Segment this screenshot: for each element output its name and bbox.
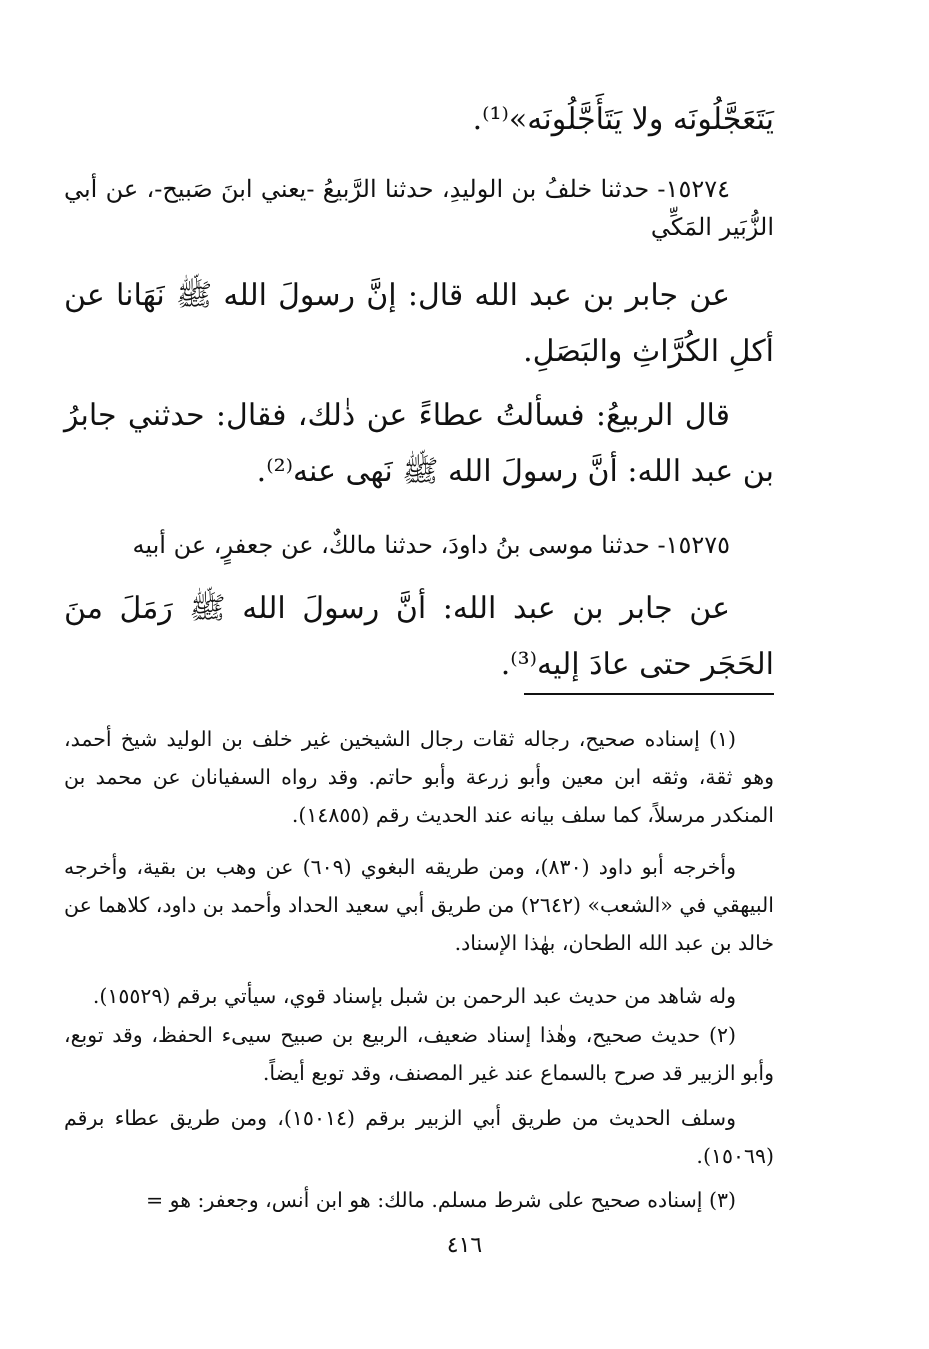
footnote-3: (٣) إسناده صحيح على شرط مسلم. مالك: هو ابن أنس، وجعفر: هو = xyxy=(145,1188,736,1212)
footnote-divider xyxy=(524,693,774,695)
footnote-1-paragraph-2: وأخرجه أبو داود (٨٣٠)، ومن طريقه البغوي (٦٠٩) عن وهب بن بقية، وأخرجه البيهقي في «الشعب» (٢٦٤٢) من طريق أبي سعيد الحداد وأحمد بن داود، كلاهما عن خالد بن عبد الله الطحان، بهٰذا الإسناد. xyxy=(64,855,774,955)
footnote-1-paragraph-1: (١) إسناده صحيح، رجاله ثقات رجال الشيخين غير خلف بن الوليد شيخ أحمد، وهو ثقة، وثقه ابن معين وأبو زرعة وأبو حاتم. وقد رواه السفيانان عن محمد بن المنكدر مرسلاً، كما سلف بيانه عند الحديث رقم (١٤٨٥٥). xyxy=(64,727,774,827)
page-number: ٤١٦ xyxy=(446,1233,483,1258)
main-paragraph-continuation: يَتَعَجَّلُونَه ولا يَتَأَجَّلُونَه»⁽¹⁾. xyxy=(472,102,774,137)
footnote-1-paragraph-3: وله شاهد من حديث عبد الرحمن بن شبل بإسناد قوي، سيأتي برقم (١٥٥٢٩). xyxy=(92,984,736,1008)
hadith-15274-isnad: ١٥٢٧٤- حدثنا خلفُ بن الوليدِ، حدثنا الرَّبيعُ -يعني ابنَ صَبيح-، عن أبي الزُّبَير المَكِّي xyxy=(64,175,774,241)
footnote-2-paragraph-2: وسلف الحديث من طريق أبي الزبير برقم (١٥٠١٤)، ومن طريق عطاء برقم (١٥٠٦٩). xyxy=(64,1106,774,1168)
hadith-15274-addendum: قال الربيعُ: فسألتُ عطاءً عن ذٰلك، فقال: حدثني جابرُ بن عبد الله: أنَّ رسولَ الله ﷺ نَهى عنه⁽²⁾. xyxy=(64,398,774,489)
footnote-2-paragraph-1: (٢) حديث صحيح، وهٰذا إسناد ضعيف، الربيع بن صبيح سيىء الحفظ، وقد توبع، وأبو الزبير قد صرح بالسماع عند غير المصنف، وقد توبع أيضاً. xyxy=(64,1023,774,1085)
hadith-15275-isnad: ١٥٢٧٥- حدثنا موسى بنُ داودَ، حدثنا مالكٌ، عن جعفرٍ، عن أبيه xyxy=(132,531,730,559)
hadith-15274-matn: عن جابر بن عبد الله قال: إنَّ رسولَ الله ﷺ نَهَانا عن أكلِ الكُرَّاثِ والبَصَلِ. xyxy=(64,278,774,369)
hadith-15275-matn: عن جابر بن عبد الله: أنَّ رسولَ الله ﷺ رَمَلَ منَ الحَجَر حتى عادَ إليه⁽³⁾. xyxy=(64,591,774,682)
